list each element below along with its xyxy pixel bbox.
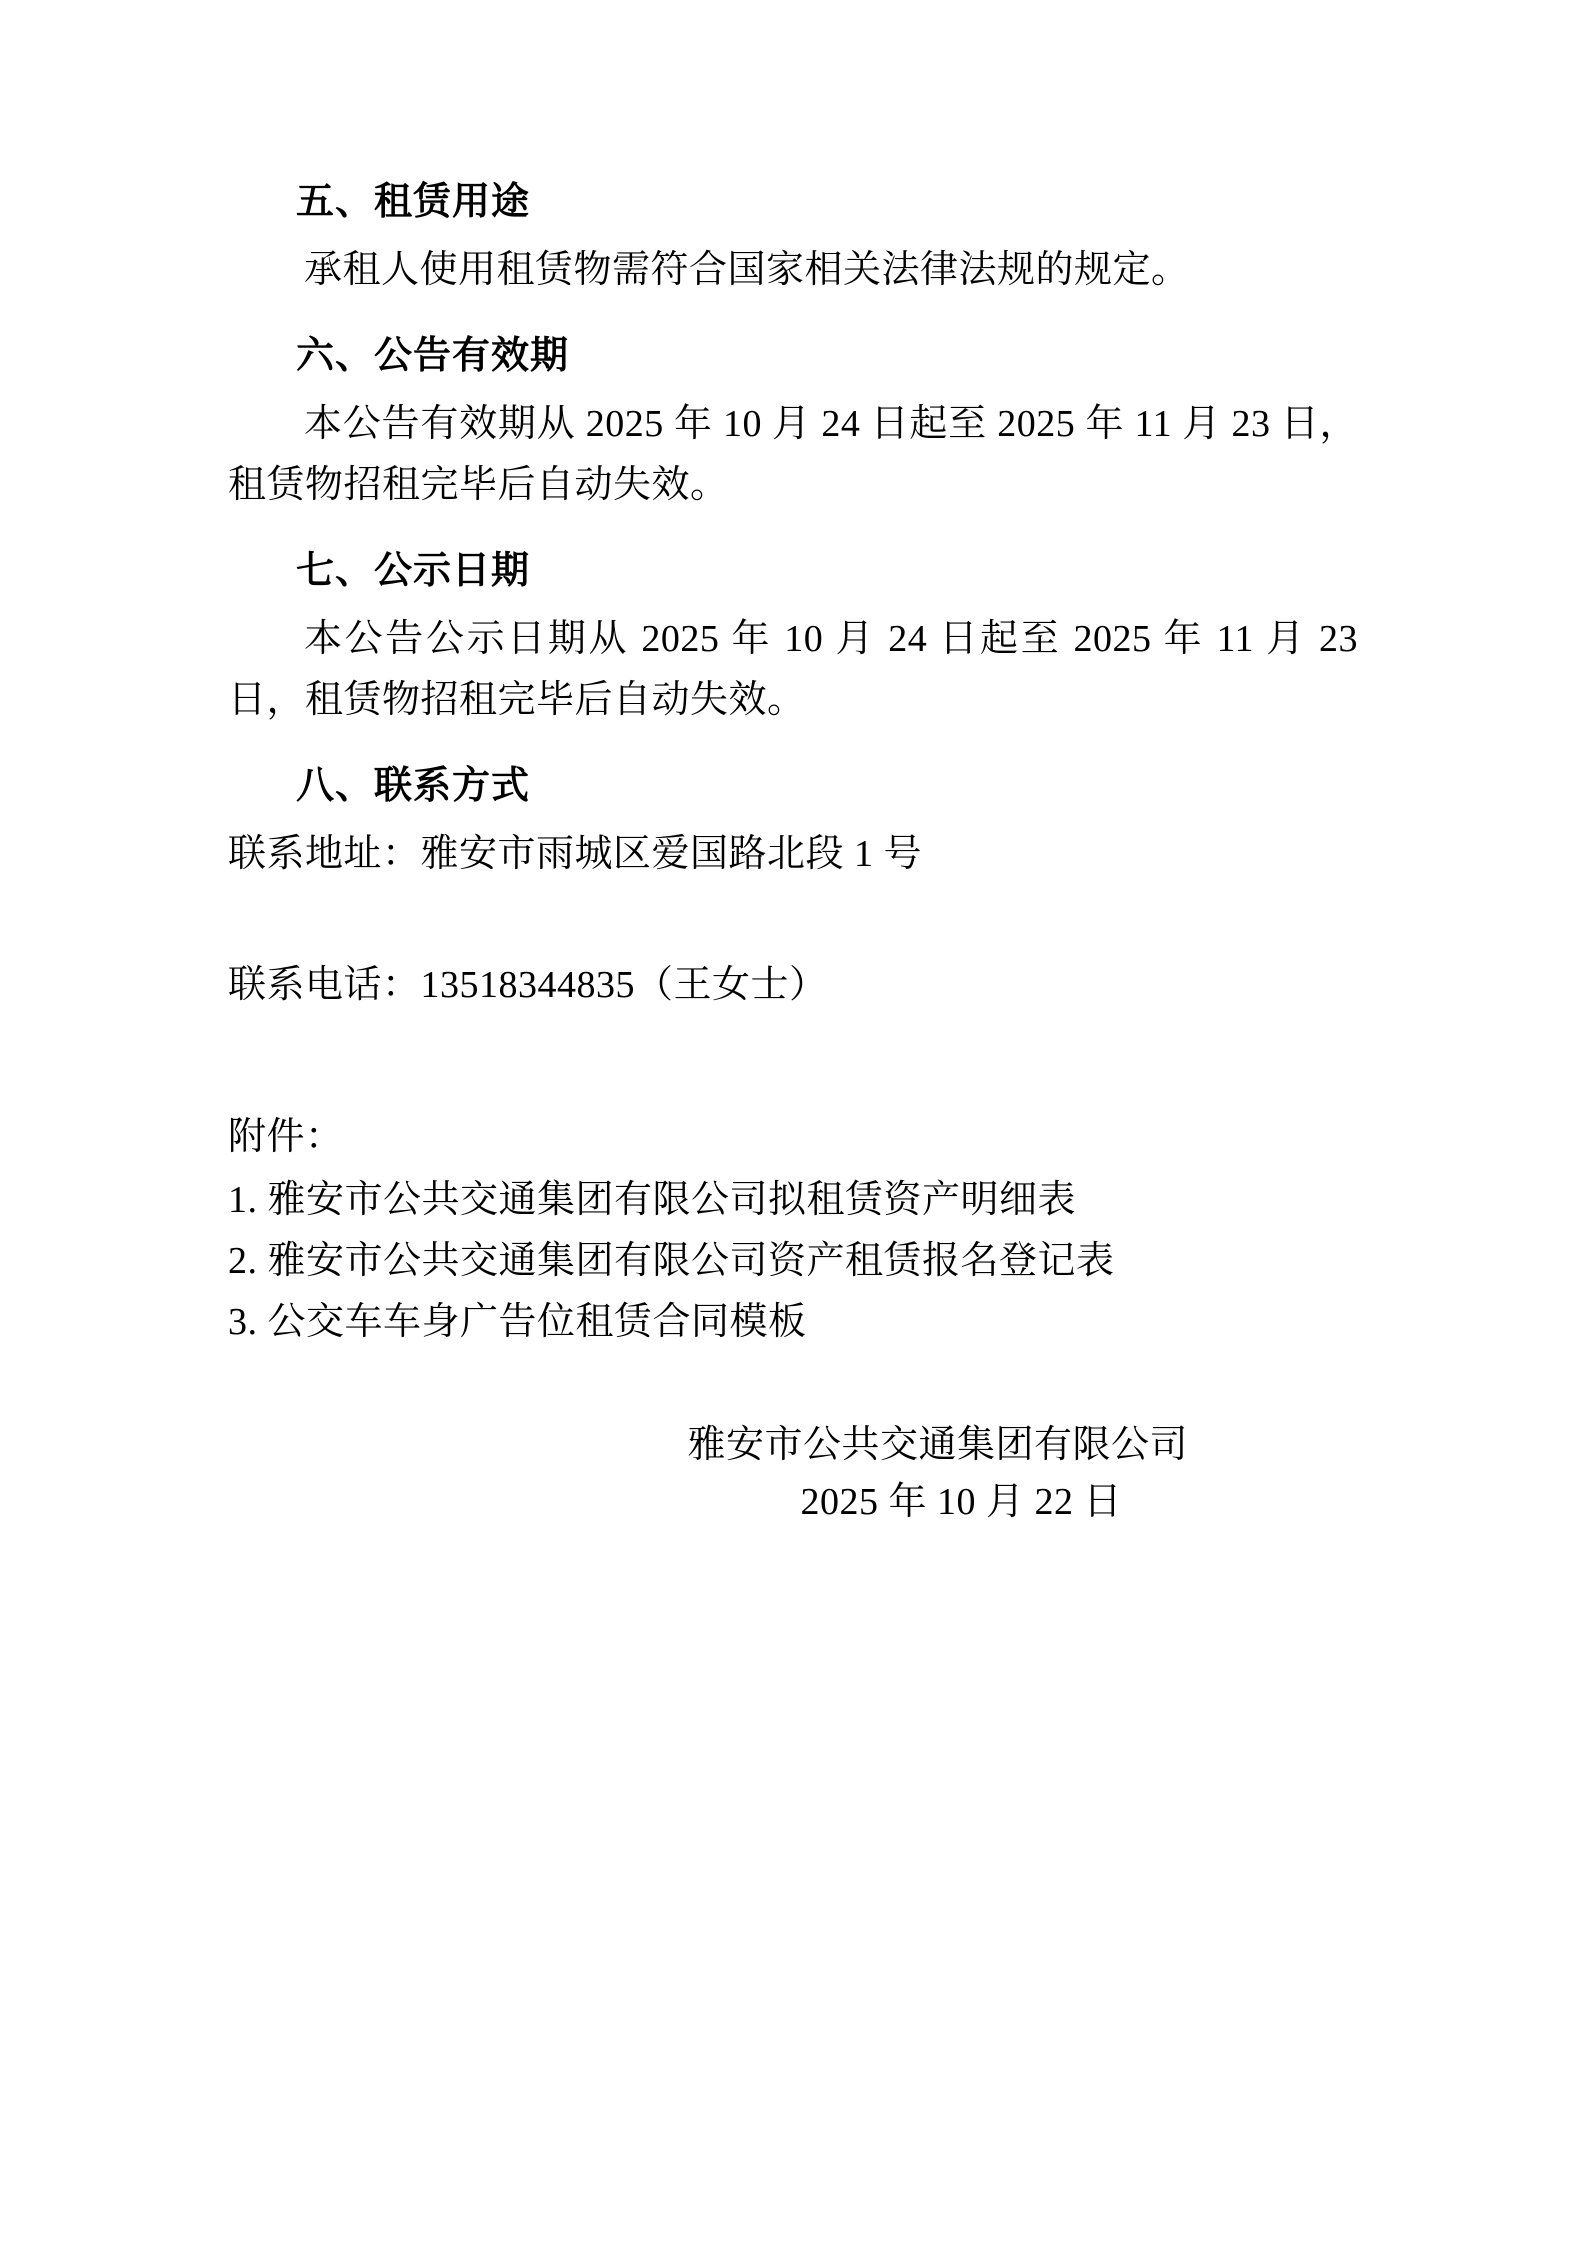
contact-address: 联系地址：雅安市雨城区爱国路北段 1 号 — [228, 832, 923, 875]
section-heading-announcement-validity: 六、公告有效期 — [296, 332, 570, 377]
attachment-item-3: 3. 公交车车身广告位租赁合同模板 — [228, 1300, 807, 1343]
section-publicity-date — [228, 547, 1358, 732]
signature-organization: 雅安市公共交通集团有限公司 — [687, 1423, 1188, 1466]
signature-date: 2025 年 10 月 22 日 — [800, 1480, 1122, 1523]
section-contact — [228, 762, 1358, 1017]
section-paragraph-publicity-date: 本公告公示日期从 2025 年 10 月 24 日起至 2025 年 11 月 23 日，租赁物招租完毕后自动失效。 — [228, 617, 1358, 722]
attachments-title: 附件： — [228, 1115, 344, 1158]
section-heading-contact: 八、联系方式 — [296, 762, 531, 807]
signature-block — [228, 1417, 1358, 1531]
spacer-attachments — [228, 1031, 1358, 1109]
attachments-block — [228, 1109, 1358, 1351]
spacer-contact — [228, 899, 1358, 955]
section-heading-publicity-date: 七、公示日期 — [296, 547, 531, 592]
document-body — [228, 179, 1358, 1531]
contact-phone: 联系电话：13518344835（王女士） — [228, 964, 828, 1007]
section-paragraph-announcement-validity: 本公告有效期从 2025 年 10 月 24 日起至 2025 年 11 月 23 日，租赁物招租完毕后自动失效。 — [228, 402, 1358, 507]
attachment-item-1: 1. 雅安市公共交通集团有限公司拟租赁资产明细表 — [228, 1178, 1077, 1221]
section-paragraph-rental-purpose: 承租人使用租赁物需符合国家相关法律法规的规定。 — [304, 249, 1190, 291]
attachment-item-2: 2. 雅安市公共交通集团有限公司资产租赁报名登记表 — [228, 1239, 1115, 1282]
section-rental-purpose — [228, 179, 1358, 302]
section-announcement-validity — [228, 332, 1358, 517]
section-heading-rental-purpose: 五、租赁用途 — [296, 179, 531, 223]
